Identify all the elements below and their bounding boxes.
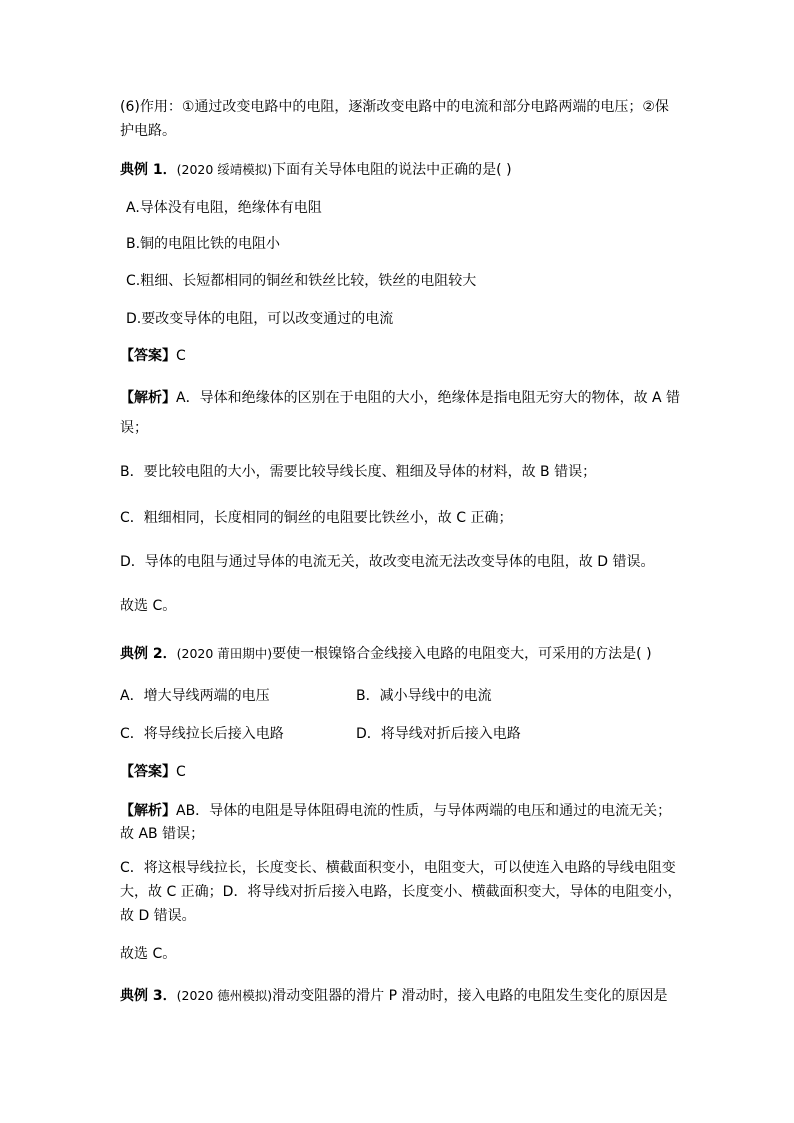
example-source: (2020 绥靖模拟) bbox=[176, 162, 273, 177]
question-text: 下面有关导体电阻的说法中正确的是( ) bbox=[272, 162, 512, 178]
answer-value: C bbox=[176, 348, 186, 364]
question-text: 要使一根镍铬合金线接入电路的电阻变大，可采用的方法是( ) bbox=[272, 646, 652, 662]
analysis-line-5: D．导体的电阻与通过导体的电流无关，故改变电流无法改变导体的电阻，故 D 错误。 bbox=[120, 554, 655, 570]
option-d: D.要改变导体的电阻，可以改变通过的电流 bbox=[126, 311, 394, 327]
example-label: 典例 1． bbox=[120, 162, 177, 178]
option-b: B.铜的电阻比铁的电阻小 bbox=[126, 236, 281, 252]
conclusion: 故选 C。 bbox=[120, 946, 177, 962]
intro-line-2: 护电路。 bbox=[120, 123, 176, 139]
option-b: B．减小导线中的电流 bbox=[356, 688, 492, 704]
example-label: 典例 3． bbox=[120, 988, 177, 1004]
analysis-line-2: 误； bbox=[120, 420, 148, 436]
question-text: 滑动变阻器的滑片 P 滑动时，接入电路的电阻发生变化的原因是 bbox=[272, 988, 668, 1004]
analysis-line-3: B．要比较电阻的大小，需要比较导线长度、粗细及导体的材料，故 B 错误； bbox=[120, 464, 597, 480]
answer-label: 【答案】 bbox=[120, 348, 176, 364]
option-d: D．将导线对折后接入电路 bbox=[356, 726, 521, 742]
answer-line bbox=[120, 762, 186, 782]
example-source: (2020 德州模拟) bbox=[176, 988, 273, 1003]
example-source: (2020 莆田期中) bbox=[176, 646, 273, 661]
analysis-line-4: C．粗细相同，长度相同的铜丝的电阻要比铁丝小，故 C 正确； bbox=[120, 510, 513, 526]
conclusion: 故选 C。 bbox=[120, 598, 177, 614]
intro-line-1: (6)作用：①通过改变电路中的电阻，逐渐改变电路中的电流和部分电路两端的电压；②保 bbox=[120, 99, 669, 115]
option-a: A.导体没有电阻，绝缘体有电阻 bbox=[126, 200, 322, 216]
analysis-line-1: 【解析】A．导体和绝缘体的区别在于电阻的大小，绝缘体是指电阻无穷大的物体，故 A 错 bbox=[120, 390, 681, 406]
analysis-line-5: 故 D 错误。 bbox=[120, 908, 196, 924]
example-1-question bbox=[120, 160, 512, 180]
options-row-2 bbox=[120, 724, 680, 744]
example-2-question bbox=[120, 644, 652, 664]
option-a: A．增大导线两端的电压 bbox=[120, 688, 270, 704]
analysis-line-3: C．将这根导线拉长，长度变长、横截面积变小，电阻变大，可以使连入电路的导线电阻变 bbox=[120, 860, 676, 876]
example-3-question bbox=[120, 986, 668, 1006]
analysis-label: 【解析】 bbox=[120, 803, 176, 819]
analysis-line-4: 大，故 C 正确；D．将导线对折后接入电路，长度变小、横截面积变大，导体的电阻变小， bbox=[120, 884, 682, 900]
analysis-label: 【解析】 bbox=[120, 390, 176, 406]
analysis-line-2: 故 AB 错误； bbox=[120, 826, 205, 842]
analysis-line-1: 【解析】AB．导体的电阻是导体阻碍电流的性质，与导体两端的电压和通过的电流无关； bbox=[120, 803, 672, 819]
option-c: C．将导线拉长后接入电路 bbox=[120, 726, 284, 742]
option-c: C.粗细、长短都相同的铜丝和铁丝比较，铁丝的电阻较大 bbox=[126, 273, 477, 289]
answer-value: C bbox=[176, 764, 186, 780]
example-label: 典例 2． bbox=[120, 646, 177, 662]
answer-line bbox=[120, 346, 186, 366]
answer-label: 【答案】 bbox=[120, 764, 176, 780]
options-row-1 bbox=[120, 686, 680, 706]
